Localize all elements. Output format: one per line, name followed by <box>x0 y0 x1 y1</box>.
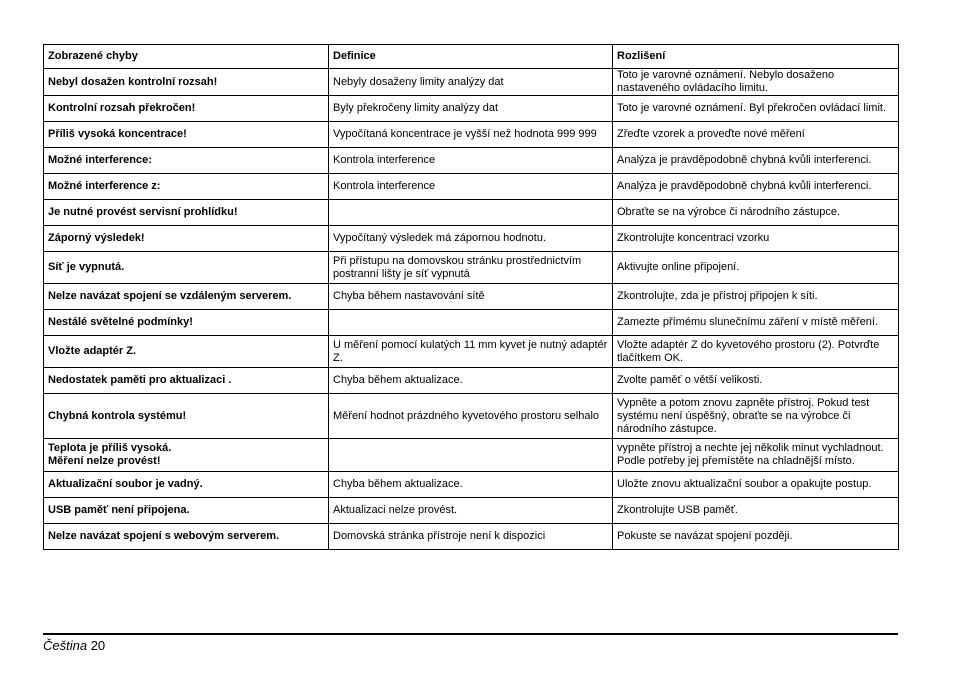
definition-cell <box>329 310 613 336</box>
table-row <box>44 524 899 550</box>
resolution-cell: Zřeďte vzorek a proveďte nové měření <box>613 122 899 148</box>
header-resolution: Rozlišení <box>613 45 899 69</box>
table-row <box>44 96 899 122</box>
resolution-cell: Zamezte přímému slunečnímu záření v místě měření. <box>613 310 899 336</box>
definition-cell: Domovská stránka přístroje není k dispozici <box>329 524 613 550</box>
table-row <box>44 252 899 284</box>
table-row <box>44 310 899 336</box>
resolution-cell: Zkontrolujte koncentraci vzorku <box>613 226 899 252</box>
definition-cell: Byly překročeny limity analýzy dat <box>329 96 613 122</box>
definition-cell: U měření pomocí kulatých 11 mm kyvet je nutný adaptér Z. <box>329 336 613 368</box>
resolution-cell: Obraťte se na výrobce či národního zástupce. <box>613 200 899 226</box>
table-row <box>44 200 899 226</box>
resolution-cell: Toto je varovné oznámení. Byl překročen ovládací limit. <box>613 96 899 122</box>
resolution-cell: Uložte znovu aktualizační soubor a opakujte postup. <box>613 472 899 498</box>
error-cell: Příliš vysoká koncentrace! <box>44 122 329 148</box>
definition-cell: Vypočítaná koncentrace je vyšší než hodnota 999 999 <box>329 122 613 148</box>
footer-page-number: 20 <box>90 638 106 653</box>
footer-language: Čeština <box>43 638 88 653</box>
table-row <box>44 122 899 148</box>
resolution-cell: Zvolte paměť o větší velikosti. <box>613 368 899 394</box>
header-definition: Definice <box>329 45 613 69</box>
table-row <box>44 336 899 368</box>
error-cell: Teplota je příliš vysoká. Měření nelze provést! <box>44 439 329 472</box>
error-cell: Nedostatek paměti pro aktualizaci . <box>44 368 329 394</box>
resolution-cell: Vypněte a potom znovu zapněte přístroj. Pokud test systému není úspěšný, obraťte se na výrobce či národního zástupce. <box>613 394 899 439</box>
definition-cell: Chyba během nastavování sítě <box>329 284 613 310</box>
table-row <box>44 174 899 200</box>
resolution-cell: Toto je varovné oznámení. Nebylo dosaženo nastaveného ovládacího limitu. <box>613 69 899 96</box>
error-cell: Je nutné provést servisní prohlídku! <box>44 200 329 226</box>
definition-cell: Aktualizaci nelze provést. <box>329 498 613 524</box>
definition-cell <box>329 439 613 472</box>
resolution-cell: Analýza je pravděpodobně chybná kvůli interferenci. <box>613 148 899 174</box>
header-displayed-errors: Zobrazené chyby <box>44 45 329 69</box>
error-cell: Nebyl dosažen kontrolní rozsah! <box>44 69 329 96</box>
resolution-cell: vypněte přístroj a nechte jej několik minut vychladnout. Podle potřeby jej přemístěte na chladnější místo. <box>613 439 899 472</box>
definition-cell <box>329 200 613 226</box>
error-cell: Nelze navázat spojení s webovým serverem. <box>44 524 329 550</box>
table-row <box>44 148 899 174</box>
table-row <box>44 69 899 96</box>
error-cell: Nelze navázat spojení se vzdáleným serverem. <box>44 284 329 310</box>
table-row <box>44 226 899 252</box>
error-table <box>43 44 899 550</box>
error-cell: Síť je vypnutá. <box>44 252 329 284</box>
definition-cell: Kontrola interference <box>329 148 613 174</box>
footer-rule <box>43 633 898 635</box>
resolution-cell: Analýza je pravděpodobně chybná kvůli interferenci. <box>613 174 899 200</box>
table-row <box>44 284 899 310</box>
definition-cell: Nebyly dosaženy limity analýzy dat <box>329 69 613 96</box>
error-cell: Nestálé světelné podmínky! <box>44 310 329 336</box>
resolution-cell: Pokuste se navázat spojení později. <box>613 524 899 550</box>
definition-cell: Vypočítaný výsledek má zápornou hodnotu. <box>329 226 613 252</box>
error-cell: Aktualizační soubor je vadný. <box>44 472 329 498</box>
definition-cell: Chyba během aktualizace. <box>329 368 613 394</box>
definition-cell: Chyba během aktualizace. <box>329 472 613 498</box>
error-cell: Vložte adaptér Z. <box>44 336 329 368</box>
resolution-cell: Vložte adaptér Z do kyvetového prostoru (2). Potvrďte tlačítkem OK. <box>613 336 899 368</box>
page-footer <box>43 638 105 653</box>
error-cell: Možné interference z: <box>44 174 329 200</box>
resolution-cell: Zkontrolujte, zda je přístroj připojen k síti. <box>613 284 899 310</box>
definition-cell: Kontrola interference <box>329 174 613 200</box>
table-row <box>44 472 899 498</box>
table-row <box>44 439 899 472</box>
error-cell: Možné interference: <box>44 148 329 174</box>
definition-cell: Měření hodnot prázdného kyvetového prostoru selhalo <box>329 394 613 439</box>
error-cell: Záporný výsledek! <box>44 226 329 252</box>
resolution-cell: Aktivujte online připojení. <box>613 252 899 284</box>
definition-cell: Při přístupu na domovskou stránku prostřednictvím postranní lišty je síť vypnutá <box>329 252 613 284</box>
error-cell: USB paměť není připojena. <box>44 498 329 524</box>
table-header-row <box>44 45 899 69</box>
error-cell: Kontrolní rozsah překročen! <box>44 96 329 122</box>
table-row <box>44 394 899 439</box>
resolution-cell: Zkontrolujte USB paměť. <box>613 498 899 524</box>
error-cell: Chybná kontrola systému! <box>44 394 329 439</box>
table-row <box>44 368 899 394</box>
table-row <box>44 498 899 524</box>
